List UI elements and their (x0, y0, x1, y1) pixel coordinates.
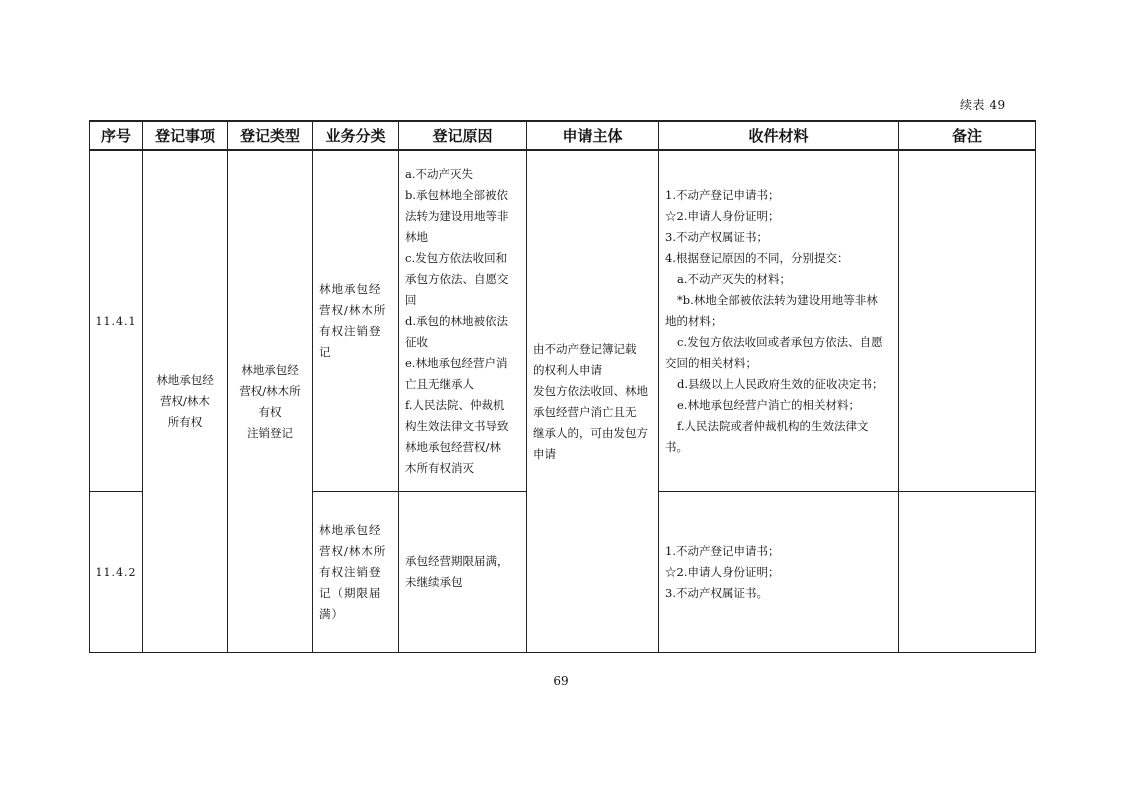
table-header-row (90, 121, 1036, 150)
business-line: 记 (319, 345, 332, 359)
type-line: 注销登记 (247, 425, 293, 440)
business-line: 营权/林木所 (319, 303, 387, 317)
business-cell (313, 150, 399, 492)
reason-line: 亡且无继承人 (405, 376, 474, 391)
material-line: 地的材料； (665, 313, 723, 328)
item-cell (143, 150, 228, 653)
reason-line: 回 (405, 292, 417, 307)
table-row (90, 150, 1036, 492)
reason-line: 构生效法律文书导致 (405, 418, 509, 433)
type-cell (228, 150, 313, 653)
business-line: 有权注销登 (319, 564, 382, 579)
applicant-line: 发包方依法收回、林地 (533, 383, 648, 398)
business-cell (313, 492, 399, 653)
business-line: 记（期限届 (319, 585, 382, 600)
column-header-item: 登记事项 (143, 121, 228, 150)
column-header-type: 登记类型 (228, 121, 313, 150)
item-line: 营权/林木 (160, 394, 210, 408)
applicant-line: 申请 (533, 446, 556, 461)
reason-line: 征收 (405, 334, 428, 349)
material-line: ☆2.申请人身份证明； (665, 564, 780, 579)
material-line: 交回的相关材料； (665, 355, 757, 370)
business-line: 林地承包经 (319, 282, 382, 296)
materials-cell (659, 492, 899, 653)
material-line: 3.不动产权属证书。 (665, 585, 768, 600)
reason-cell (399, 150, 527, 492)
type-line: 林地承包经 (241, 362, 299, 377)
seq-cell: 11.4.2 (90, 492, 143, 653)
applicant-line: 的权利人申请 (533, 362, 602, 377)
reason-line: 木所有权消灭 (405, 460, 474, 475)
item-line: 所有权 (167, 415, 203, 429)
material-line: a.不动产灭失的材料； (677, 271, 792, 286)
type-line: 有权 (258, 404, 282, 419)
remark-cell (899, 492, 1036, 653)
material-line: 3.不动产权属证书； (665, 229, 768, 244)
business-line: 有权注销登 (319, 324, 382, 338)
column-header-reason: 登记原因 (399, 121, 527, 150)
applicant-cell (527, 150, 659, 653)
business-line: 营权/林木所 (319, 543, 387, 558)
type-line: 营权/林木所 (239, 383, 301, 398)
material-line: 1.不动产登记申请书； (665, 187, 780, 202)
column-header-business: 业务分类 (313, 121, 399, 150)
column-header-remark: 备注 (899, 121, 1036, 150)
reason-line: f.人民法院、仲裁机 (405, 397, 505, 412)
reason-line: 林地承包经营权/林 (405, 439, 501, 454)
materials-cell (659, 150, 899, 492)
reason-line: b.承包林地全部被依 (405, 187, 509, 202)
item-line: 林地承包经 (156, 373, 214, 387)
reason-line: a.不动产灭失 (405, 166, 474, 181)
page-number: 69 (553, 674, 569, 688)
material-line: ☆2.申请人身份证明； (665, 208, 780, 223)
material-line: d.县级以上人民政府生效的征收决定书； (677, 376, 884, 391)
material-line: e.林地承包经营户消亡的相关材料； (677, 397, 860, 412)
material-line: 1.不动产登记申请书； (665, 543, 780, 558)
registration-table (89, 120, 1036, 653)
reason-line: e.林地承包经营户消 (405, 355, 508, 370)
reason-cell (399, 492, 527, 653)
applicant-line: 继承人的，可由发包方 (533, 425, 648, 440)
column-header-seq: 序号 (90, 121, 143, 150)
applicant-line: 由不动产登记簿记载 (533, 341, 637, 356)
material-line: c.发包方依法收回或者承包方依法、自愿 (677, 334, 883, 349)
applicant-line: 承包经营户消亡且无 (533, 404, 637, 419)
column-header-applicant: 申请主体 (527, 121, 659, 150)
reason-line: d.承包的林地被依法 (405, 313, 509, 328)
reason-line: 承包方依法、自愿交 (405, 271, 509, 286)
reason-line: 未继续承包 (405, 575, 463, 589)
material-line: f.人民法院或者仲裁机构的生效法律文 (677, 418, 869, 433)
business-line: 林地承包经 (319, 522, 382, 537)
reason-line: 承包经营期限届满， (405, 554, 509, 568)
continued-table-label: 续表 49 (960, 98, 1006, 112)
reason-line: 林地 (405, 229, 428, 244)
reason-line: c.发包方依法收回和 (405, 250, 508, 265)
reason-line: 法转为建设用地等非 (405, 208, 509, 223)
material-line: 4.根据登记原因的不同，分别提交： (665, 250, 849, 265)
seq-cell: 11.4.1 (90, 150, 143, 492)
column-header-materials: 收件材料 (659, 121, 899, 150)
business-line: 满） (319, 606, 344, 621)
material-line: *b.林地全部被依法转为建设用地等非林 (677, 292, 878, 307)
material-line: 书。 (665, 439, 688, 454)
remark-cell (899, 150, 1036, 492)
